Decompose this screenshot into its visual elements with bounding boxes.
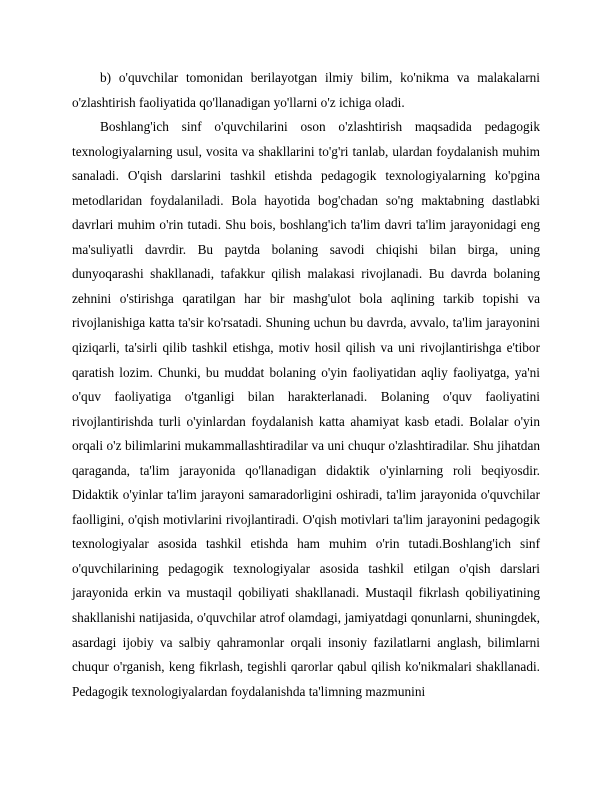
document-page xyxy=(72,66,540,704)
paragraph-2: Boshlang'ich sinf o'quvchilarini oson o'zlashtirish maqsadida pedagogik texnologiyalarning usul, vosita va shakllarini to'g'ri tanlab, ulardan foydalanish muhim sanaladi. O'qish darslarini tashkil etishda pedagogik texnologiyalarning ko'pgina metodlaridan foydalaniladi. Bola hayotida bog'chadan so'ng maktabning dastlabki davrlari muhim o'rin tutadi. Shu bois, boshlang'ich ta'lim davri ta'lim jarayonidagi eng ma'suliyatli davrdir. Bu paytda bolaning savodi chiqishi bilan birga, uning dunyoqarashi shakllanadi, tafakkur qilish malakasi rivojlanadi. Bu davrda bolaning zehnini o'stirishga qaratilgan har bir mashg'ulot bola aqlining tarkib topishi va rivojlanishiga katta ta'sir ko'rsatadi. Shuning uchun bu davrda, avvalo, ta'lim jarayonini qiziqarli, ta'sirli qilib tashkil etishga, motiv hosil qilish va uni rivojlantirishga e'tibor qaratish lozim. Chunki, bu muddat bolaning o'yin faoliyatidan aqliy faoliyatga, ya'ni o'quv faoliyatiga o'tganligi bilan harakterlanadi. Bolaning o'quv faoliyatini rivojlantirishda turli o'yinlardan foydalanish katta ahamiyat kasb etadi. Bolalar o'yin orqali o'z bilimlarini mukammallashtiradilar va uni chuqur o'zlashtiradilar. Shu jihatdan qaraganda, ta'lim jarayonida qo'llanadigan didaktik o'yinlarning roli beqiyosdir. Didaktik o'yinlar ta'lim jarayoni samaradorligini oshiradi, ta'lim jarayonida o'quvchilar faolligini, o'qish motivlarini rivojlantiradi. O'qish motivlari ta'lim jarayonini pedagogik texnologiyalar asosida tashkil etishda ham muhim o'rin tutadi.Boshlang'ich sinf o'quvchilarining pedagogik texnologiyalar asosida tashkil etilgan o'qish darslari jarayonida erkin va mustaqil qobiliyati shakllanadi. Mustaqil fikrlash qobiliyatining shakllanishi natijasida, o'quvchilar atrof olamdagi, jamiyatdagi qonunlarni, shuningdek, asardagi ijobiy va salbiy qahramonlar orqali insoniy fazilatlarni anglash, bilimlarni chuqur o'rganish, keng fikrlash, tegishli qarorlar qabul qilish ko'nikmalari shakllanadi. Pedagogik texnologiyalardan foydalanishda ta'limning mazmunini xyxy=(72,119,540,699)
paragraph-1: b) o'quvchilar tomonidan berilayotgan ilmiy bilim, ko'nikma va malakalarni o'zlashtirish faoliyatida qo'llanadigan yo'llarni o'z ichiga oladi. xyxy=(72,70,540,110)
